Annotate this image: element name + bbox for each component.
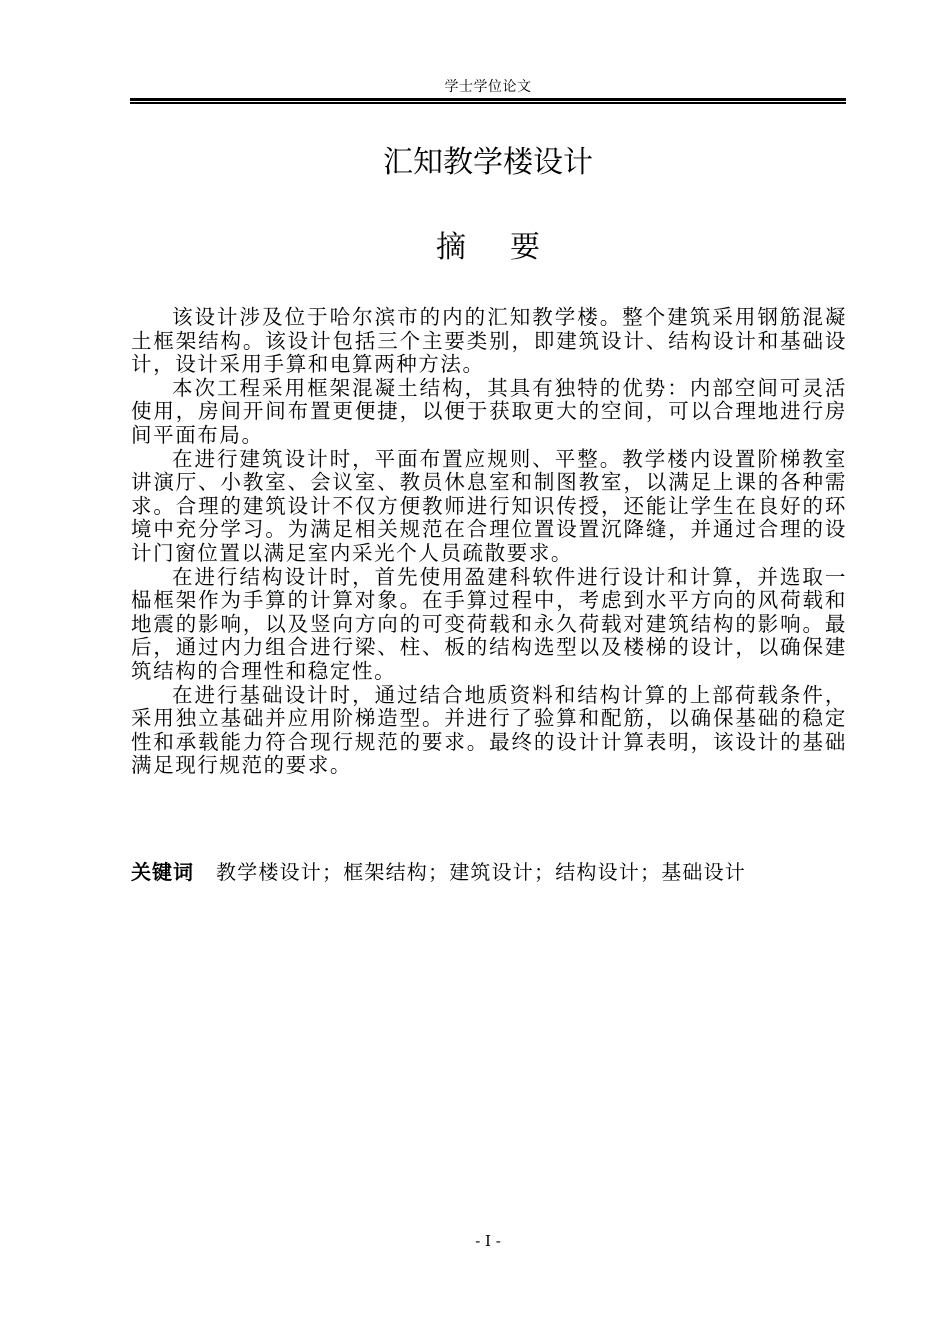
header-double-rule (130, 98, 846, 104)
running-header: 学士学位论文 (444, 79, 532, 95)
document-title: 汇知教学楼设计 (383, 145, 593, 180)
abstract-paragraph-5: 在进行基础设计时，通过结合地质资料和结构计算的上部荷载条件，采用独立基础并应用阶梯造型。并进行了验算和配筋，以确保基础的稳定性和承载能力符合现行规范的要求。最终的设计计算表明，该设计的基础满足现行规范的要求。 (131, 682, 847, 778)
page-number: - I - (475, 1232, 501, 1250)
header-rule-thin (130, 102, 846, 104)
keywords-text: 教学楼设计；框架结构；建筑设计；结构设计；基础设计 (216, 860, 746, 884)
header-rule-thick (130, 98, 846, 101)
abstract-paragraph-2: 本次工程采用框架混凝土结构，其具有独特的优势：内部空间可灵活使用，房间开间布置更便捷，以便于获取更大的空间，可以合理地进行房间平面布局。 (131, 375, 847, 447)
abstract-body (131, 306, 847, 778)
abstract-paragraph-4: 在进行结构设计时，首先使用盈建科软件进行设计和计算，并选取一榀框架作为手算的计算对象。在手算过程中，考虑到水平方向的风荷载和地震的影响，以及竖向方向的可变荷载和永久荷载对建筑结构的影响。最后，通过内力组合进行梁、柱、板的结构选型以及楼梯的设计，以确保建筑结构的合理性和稳定性。 (131, 564, 847, 683)
abstract-heading (130, 228, 846, 268)
abstract-paragraph-3: 在进行建筑设计时，平面布置应规则、平整。教学楼内设置阶梯教室讲演厅、小教室、会议室、教员休息室和制图教室，以满足上课的各种需求。合理的建筑设计不仅方便教师进行知识传授，还能让学生在良好的环境中充分学习。为满足相关规范在合理位置设置沉降缝，并通过合理的设计门窗位置以满足室内采光个人员疏散要求。 (131, 446, 847, 565)
abstract-heading-char-1: 摘 (436, 230, 466, 265)
abstract-paragraph-1: 该设计涉及位于哈尔滨市的内的汇知教学楼。整个建筑采用钢筋混凝土框架结构。该设计包括三个主要类别，即建筑设计、结构设计和基础设计，设计采用手算和电算两种方法。 (131, 305, 847, 377)
abstract-heading-char-2: 要 (510, 230, 540, 265)
keywords-label: 关键词 (131, 860, 194, 884)
keywords-line (131, 859, 847, 885)
